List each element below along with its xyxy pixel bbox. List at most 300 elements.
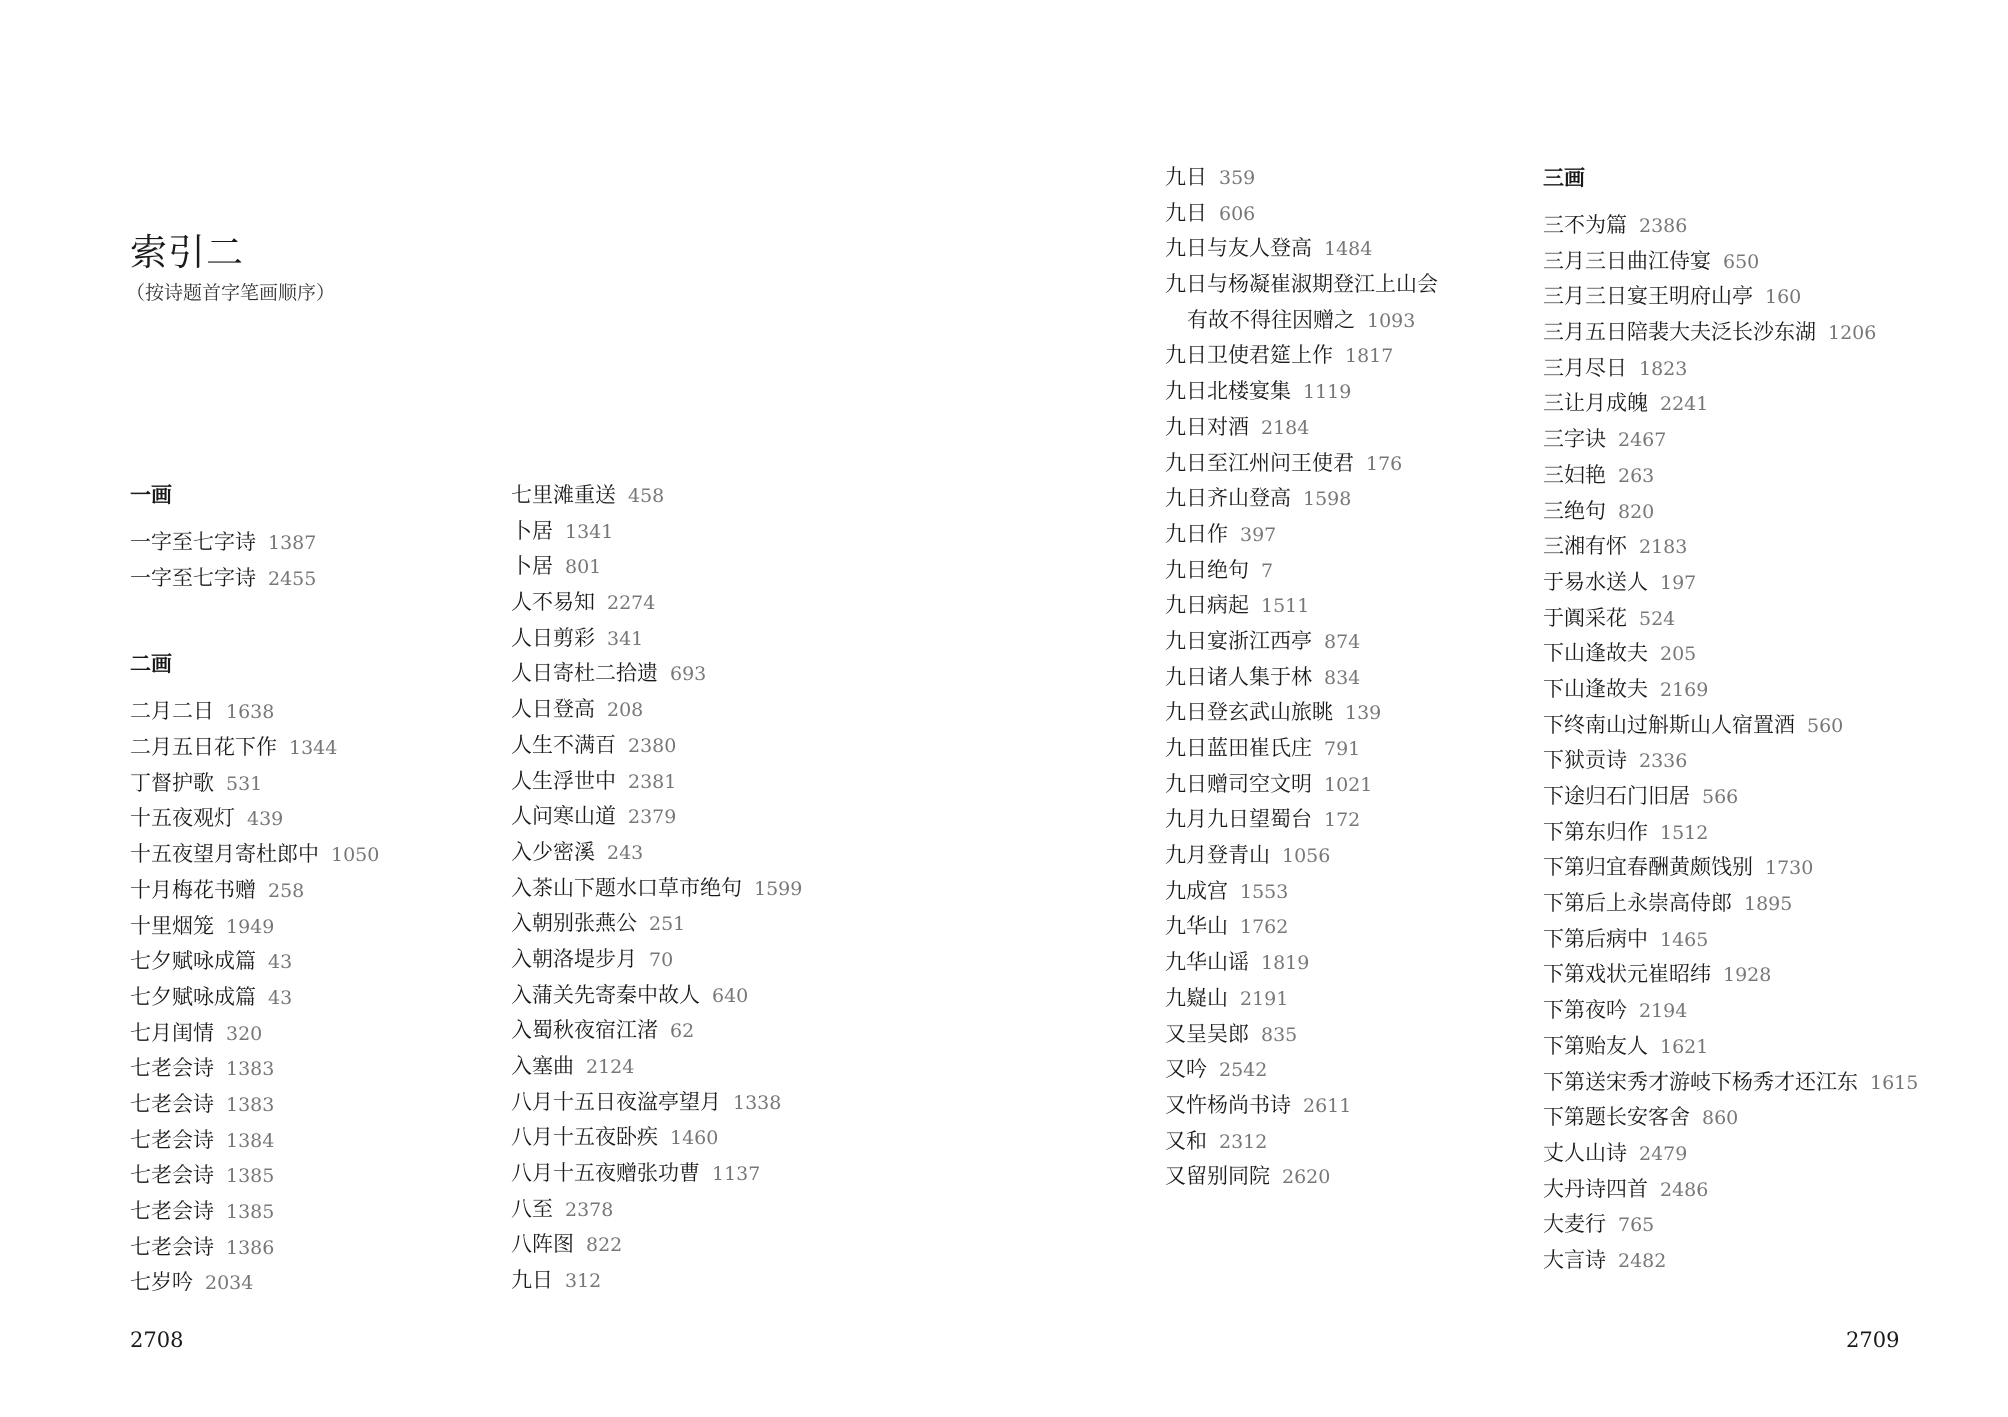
poem-title: 十五夜望月寄杜郎中	[130, 842, 319, 867]
page-reference: 2312	[1219, 1130, 1268, 1153]
poem-title: 三字诀	[1543, 427, 1606, 452]
index-column-2	[511, 478, 871, 1299]
page-reference: 1621	[1660, 1035, 1709, 1058]
index-entry	[1543, 815, 1983, 851]
page-reference: 2183	[1639, 536, 1688, 559]
poem-title: 三让月成魄	[1543, 391, 1648, 416]
page-reference: 1341	[565, 520, 614, 543]
index-entry	[130, 766, 490, 802]
page-reference: 2386	[1639, 215, 1688, 237]
index-entry	[511, 1192, 871, 1228]
page-reference: 1344	[289, 737, 338, 760]
index-entry	[1165, 624, 1525, 660]
page-reference: 1511	[1261, 595, 1310, 618]
poem-title: 九华山谣	[1165, 950, 1249, 975]
index-entry	[511, 478, 871, 514]
page-reference: 820	[1618, 500, 1655, 523]
poem-title: 丈人山诗	[1543, 1140, 1627, 1165]
poem-title: 于阗采花	[1543, 605, 1627, 630]
poem-title: 九日	[1165, 165, 1207, 189]
index-entry	[1543, 708, 1983, 744]
page-reference: 1338	[733, 1091, 782, 1114]
poem-title: 下第戏状元崔昭纬	[1543, 962, 1711, 987]
page-number-right: 2709	[1846, 1328, 1900, 1352]
poem-title: 七里滩重送	[511, 483, 616, 507]
poem-title: 人日登高	[511, 697, 595, 722]
index-entry	[130, 873, 490, 909]
page-reference: 2611	[1303, 1094, 1352, 1117]
page-reference: 1206	[1828, 322, 1877, 345]
poem-title: 九华山	[1165, 914, 1228, 939]
page-reference: 1093	[1367, 309, 1416, 332]
index-entry	[130, 909, 490, 945]
poem-title: 下第后病中	[1543, 926, 1648, 951]
page-reference: 2379	[628, 806, 677, 829]
poem-title: 卜居	[511, 518, 553, 543]
page-reference: 2336	[1639, 750, 1688, 773]
page-reference: 1383	[226, 1093, 275, 1116]
poem-title: 七夕赋咏成篇	[130, 984, 256, 1009]
index-entry	[130, 1230, 490, 1266]
page-reference: 524	[1639, 607, 1676, 630]
page-reference: 139	[1345, 702, 1382, 725]
page-reference: 765	[1618, 1214, 1655, 1237]
poem-title: 三湘有怀	[1543, 534, 1627, 559]
poem-title: 七夕赋咏成篇	[130, 949, 256, 974]
poem-title: 九日	[511, 1268, 553, 1293]
page-reference: 2274	[607, 592, 656, 615]
page-reference: 1385	[226, 1201, 275, 1223]
index-entry	[511, 1263, 871, 1299]
poem-title: 又呈吴郎	[1165, 1021, 1249, 1046]
page-reference: 2482	[1618, 1249, 1667, 1272]
index-entry	[511, 1156, 871, 1192]
page-reference: 439	[247, 808, 284, 831]
index-entry	[511, 1227, 871, 1263]
poem-title: 三绝句	[1543, 498, 1606, 523]
index-entry	[1543, 957, 1983, 993]
index-entry	[130, 801, 490, 837]
page-reference: 341	[607, 627, 644, 650]
index-entry	[511, 799, 871, 835]
page-reference: 359	[1219, 167, 1256, 189]
index-entry	[1543, 494, 1983, 530]
poem-title: 九嶷山	[1165, 985, 1228, 1010]
index-entry	[130, 1087, 490, 1123]
index-entry	[1543, 351, 1983, 387]
page-reference: 1817	[1345, 345, 1394, 368]
index-entry	[511, 1049, 871, 1085]
index-entry	[1165, 909, 1525, 945]
poem-title: 九日作	[1165, 521, 1228, 546]
index-entry	[130, 1016, 490, 1052]
page-reference: 458	[628, 485, 665, 507]
index-entry	[1543, 993, 1983, 1029]
index-entry	[1165, 1124, 1525, 1160]
index-entry	[1165, 338, 1525, 374]
index-entry	[511, 942, 871, 978]
poem-title: 下第东归作	[1543, 819, 1648, 844]
page-reference: 258	[268, 879, 305, 902]
poem-title: 一字至七字诗	[130, 565, 256, 590]
poem-title: 九日	[1165, 200, 1207, 225]
index-entry	[1543, 922, 1983, 958]
poem-title: 下第后上永崇高侍郎	[1543, 891, 1732, 916]
page-reference: 1137	[712, 1163, 761, 1186]
index-entry	[1543, 886, 1983, 922]
page-reference: 43	[268, 951, 293, 974]
page-reference: 2467	[1618, 429, 1667, 452]
index-entry	[511, 656, 871, 692]
poem-title: 又和	[1165, 1128, 1207, 1153]
poem-title: 三月三日曲江侍宴	[1543, 248, 1711, 273]
stroke-section-heading: 二画	[130, 651, 172, 677]
index-entry	[1543, 636, 1983, 672]
index-entry	[511, 835, 871, 871]
poem-title: 九成宫	[1165, 878, 1228, 903]
page-reference: 2542	[1219, 1059, 1268, 1082]
page-reference: 1615	[1870, 1071, 1919, 1094]
page-reference: 1386	[226, 1236, 275, 1259]
poem-title: 七老会诗	[130, 1056, 214, 1081]
index-entry	[1165, 767, 1525, 803]
index-entry	[130, 694, 490, 730]
index-entry	[130, 837, 490, 873]
index-entry	[511, 692, 871, 728]
index-entry	[511, 514, 871, 550]
page-reference: 2194	[1639, 1000, 1688, 1023]
poem-title: 又忤杨尚书诗	[1165, 1092, 1291, 1117]
index-entry	[511, 1013, 871, 1049]
index-entry	[511, 585, 871, 621]
index-entry	[1165, 410, 1525, 446]
index-entry	[1165, 1017, 1525, 1053]
index-entry	[1543, 779, 1983, 815]
index-entry	[130, 525, 490, 561]
page-number-left: 2708	[130, 1328, 184, 1352]
index-entry	[511, 728, 871, 764]
index-entry	[1165, 446, 1525, 482]
index-entry	[511, 978, 871, 1014]
page-reference: 312	[565, 1270, 602, 1293]
poem-title: 下第归宜春酬黄颇饯别	[1543, 855, 1753, 880]
index-entry	[511, 871, 871, 907]
page-reference: 1119	[1303, 381, 1352, 404]
index-entry	[1165, 196, 1525, 232]
index-entry	[1543, 1243, 1983, 1279]
page-subtitle: （按诗题首字笔画顺序）	[126, 282, 336, 304]
page-reference: 1599	[754, 877, 803, 900]
index-entry	[1543, 1207, 1983, 1243]
index-entry	[1543, 1172, 1983, 1208]
page-reference: 822	[586, 1234, 623, 1257]
poem-title: 人日剪彩	[511, 625, 595, 650]
page-reference: 1465	[1660, 928, 1709, 951]
poem-title: 三月三日宴王明府山亭	[1543, 284, 1753, 309]
index-column-3	[1165, 160, 1525, 1195]
poem-title: 七老会诗	[130, 1091, 214, 1116]
poem-title: 十月梅花书赠	[130, 877, 256, 902]
stroke-section-heading: 三画	[1543, 165, 1585, 190]
poem-title: 于易水送人	[1543, 569, 1648, 594]
poem-title: 一字至七字诗	[130, 530, 256, 554]
index-entry	[1165, 838, 1525, 874]
poem-title: 九日蓝田崔氏庄	[1165, 736, 1312, 760]
index-entry	[1165, 374, 1525, 410]
page-reference: 606	[1219, 202, 1256, 225]
index-entry	[1543, 458, 1983, 494]
poem-title: 九日至江州问王使君	[1165, 450, 1354, 475]
poem-title: 入朝洛堤步月	[511, 946, 637, 971]
poem-title: 九日对酒	[1165, 414, 1249, 439]
index-entry	[1165, 660, 1525, 696]
poem-title: 九日卫使君筵上作	[1165, 343, 1333, 368]
index-entry	[1543, 208, 1983, 244]
poem-title: 入茶山下题水口草市绝句	[511, 875, 742, 900]
page-reference: 531	[226, 772, 263, 795]
page-reference: 693	[670, 663, 707, 686]
poem-title: 入朝别张燕公	[511, 911, 637, 936]
poem-title: 十五夜观灯	[130, 806, 235, 831]
page-reference: 197	[1660, 571, 1697, 594]
index-entry	[1543, 1100, 1983, 1136]
index-entry	[1165, 588, 1525, 624]
page-reference: 2124	[586, 1056, 635, 1078]
page-reference: 251	[649, 913, 686, 936]
index-entry	[1543, 529, 1983, 565]
poem-title: 又留别同院	[1165, 1164, 1270, 1189]
page-reference: 1823	[1639, 357, 1688, 380]
page-reference: 62	[670, 1020, 695, 1043]
index-entry	[1165, 553, 1525, 589]
poem-title: 三不为篇	[1543, 213, 1627, 237]
poem-title: 下第夜吟	[1543, 998, 1627, 1023]
poem-title: 下山逢故夫	[1543, 641, 1648, 666]
page-reference: 2034	[205, 1272, 254, 1295]
poem-title: 三月尽日	[1543, 355, 1627, 380]
index-entry	[511, 549, 871, 585]
section-spacer	[130, 596, 490, 646]
index-entry	[1165, 303, 1525, 339]
poem-title: 三妇艳	[1543, 462, 1606, 487]
page-reference: 650	[1723, 250, 1760, 273]
page-reference: 835	[1261, 1023, 1298, 1046]
page-reference: 2169	[1660, 678, 1709, 701]
poem-title: 七老会诗	[130, 1127, 214, 1152]
index-entry	[130, 1051, 490, 1087]
page-reference: 1384	[226, 1129, 275, 1152]
index-entry	[1165, 1088, 1525, 1124]
page-reference: 2380	[628, 734, 677, 757]
page-reference: 176	[1366, 452, 1403, 475]
poem-title: 大言诗	[1543, 1247, 1606, 1272]
poem-title: 九日宴浙江西亭	[1165, 628, 1312, 653]
poem-title: 九日北楼宴集	[1165, 379, 1291, 404]
index-entry	[1543, 279, 1983, 315]
stroke-section-heading: 一画	[130, 482, 172, 507]
page-reference: 1638	[226, 701, 275, 724]
page-reference: 1895	[1744, 893, 1793, 916]
index-entry	[1165, 231, 1525, 267]
index-entry	[1165, 481, 1525, 517]
page-reference: 2378	[565, 1198, 614, 1221]
page-reference: 397	[1240, 523, 1277, 546]
page-reference: 2479	[1639, 1142, 1688, 1165]
index-entry	[130, 1158, 490, 1194]
index-entry	[130, 730, 490, 766]
poem-title: 二月五日花下作	[130, 735, 277, 760]
poem-title: 七岁吟	[130, 1270, 193, 1295]
poem-title: 下山逢故夫	[1543, 676, 1648, 701]
page-reference: 834	[1324, 666, 1361, 689]
page-reference: 640	[712, 984, 749, 1007]
page-reference: 860	[1702, 1107, 1739, 1130]
poem-title: 人日寄杜二拾遗	[511, 661, 658, 686]
index-entry	[1165, 1159, 1525, 1195]
page-reference: 2620	[1282, 1166, 1331, 1189]
index-entry	[130, 1123, 490, 1159]
index-entry	[1543, 850, 1983, 886]
index-entry	[511, 764, 871, 800]
index-entry	[130, 1194, 490, 1230]
page-reference: 1484	[1324, 238, 1373, 261]
page-reference: 1730	[1765, 857, 1814, 880]
page-reference: 1598	[1303, 488, 1352, 511]
page-reference: 320	[226, 1022, 263, 1045]
index-entry	[1543, 244, 1983, 280]
poem-title: 下第贻友人	[1543, 1033, 1648, 1058]
poem-title: 下终南山过斛斯山人宿置酒	[1543, 712, 1795, 737]
page-reference: 1762	[1240, 916, 1289, 939]
index-entry	[1165, 731, 1525, 767]
index-entry	[1543, 1029, 1983, 1065]
poem-title: 大麦行	[1543, 1212, 1606, 1237]
page-reference: 2184	[1261, 416, 1310, 439]
index-entry	[1165, 802, 1525, 838]
poem-title: 七老会诗	[130, 1199, 214, 1223]
page-reference: 160	[1765, 286, 1802, 309]
poem-title: 丁督护歌	[130, 770, 214, 795]
poem-title: 八月十五日夜湓亭望月	[511, 1089, 721, 1114]
index-entry	[511, 1085, 871, 1121]
page-reference: 1819	[1261, 952, 1310, 975]
poem-title: 二月二日	[130, 699, 214, 724]
page-reference: 2191	[1240, 987, 1289, 1010]
poem-title: 下第题长安客舍	[1543, 1105, 1690, 1130]
page-reference: 1553	[1240, 880, 1289, 903]
index-entry	[1165, 981, 1525, 1017]
poem-title: 卜居	[511, 554, 553, 579]
page-reference: 1383	[226, 1058, 275, 1081]
index-entry	[1543, 743, 1983, 779]
poem-title: 大丹诗四首	[1543, 1176, 1648, 1201]
page-reference: 1387	[268, 532, 317, 554]
poem-title: 七老会诗	[130, 1163, 214, 1188]
poem-title: 人问寒山道	[511, 804, 616, 829]
poem-title: 九月九日望蜀台	[1165, 807, 1312, 832]
index-entry	[1165, 945, 1525, 981]
poem-title: 八至	[511, 1196, 553, 1221]
index-entry	[511, 621, 871, 657]
page-reference: 205	[1660, 643, 1697, 666]
index-entry	[1543, 1065, 1983, 1101]
poem-title: 八阵图	[511, 1232, 574, 1257]
page-reference: 1949	[226, 915, 275, 938]
poem-title: 人生浮世中	[511, 768, 616, 793]
page-reference: 791	[1324, 738, 1361, 760]
page-reference: 1021	[1324, 773, 1373, 796]
poem-title: 入蜀秋夜宿江渚	[511, 1018, 658, 1043]
index-entry	[1165, 695, 1525, 731]
poem-title: 八月十五夜赠张功曹	[511, 1161, 700, 1186]
index-entry	[130, 980, 490, 1016]
index-entry	[1165, 267, 1525, 303]
poem-title: 三月五日陪裴大夫泛长沙东湖	[1543, 320, 1816, 345]
poem-title: 九日诸人集于林	[1165, 664, 1312, 689]
index-entry	[130, 944, 490, 980]
poem-title: 九日赠司空文明	[1165, 771, 1312, 796]
page-reference: 208	[607, 699, 644, 722]
page-reference: 7	[1261, 559, 1274, 582]
poem-title: 九日绝句	[1165, 557, 1249, 582]
poem-title: 八月十五夜卧疾	[511, 1125, 658, 1150]
index-entry	[1543, 315, 1983, 351]
index-entry	[1543, 565, 1983, 601]
index-entry	[1165, 160, 1525, 196]
page-reference: 1385	[226, 1165, 275, 1188]
index-entry	[1543, 422, 1983, 458]
poem-title: 九日与友人登高	[1165, 236, 1312, 261]
page-reference: 1512	[1660, 821, 1709, 844]
index-entry	[1165, 1052, 1525, 1088]
poem-title: 下第送宋秀才游岐下杨秀才还江东	[1543, 1069, 1858, 1094]
poem-title: 入塞曲	[511, 1054, 574, 1078]
page-title: 索引二	[130, 231, 244, 274]
poem-title: 七月闺情	[130, 1020, 214, 1045]
index-entry	[1543, 386, 1983, 422]
poem-title: 下途归石门旧居	[1543, 784, 1690, 808]
page-reference: 70	[649, 948, 674, 971]
page-reference: 566	[1702, 786, 1739, 808]
index-entry	[1543, 601, 1983, 637]
page-reference: 2486	[1660, 1178, 1709, 1201]
page-reference: 1050	[331, 844, 380, 867]
poem-title: 九日登玄武山旅眺	[1165, 700, 1333, 725]
poem-title: 入少密溪	[511, 839, 595, 864]
page-reference: 263	[1618, 464, 1655, 487]
page-reference: 172	[1324, 809, 1361, 832]
poem-title: 入蒲关先寄秦中故人	[511, 982, 700, 1007]
page-reference: 2381	[628, 770, 677, 793]
poem-title: 九日与杨凝崔淑期登江上山会	[1165, 272, 1438, 297]
page-reference: 243	[607, 841, 644, 864]
index-entry	[511, 906, 871, 942]
index-entry	[1165, 874, 1525, 910]
index-entry	[1543, 1136, 1983, 1172]
poem-title: 又吟	[1165, 1057, 1207, 1082]
page-reference: 2241	[1660, 393, 1709, 416]
poem-title: 九日齐山登高	[1165, 486, 1291, 511]
index-entry	[1543, 672, 1983, 708]
index-column-1	[130, 477, 490, 1301]
poem-title: 九月登青山	[1165, 843, 1270, 868]
poem-title: 下狱贡诗	[1543, 748, 1627, 773]
page-reference: 801	[565, 556, 602, 579]
index-entry	[130, 561, 490, 597]
page-reference: 1056	[1282, 845, 1331, 868]
index-entry	[511, 1120, 871, 1156]
page-reference: 1928	[1723, 964, 1772, 987]
